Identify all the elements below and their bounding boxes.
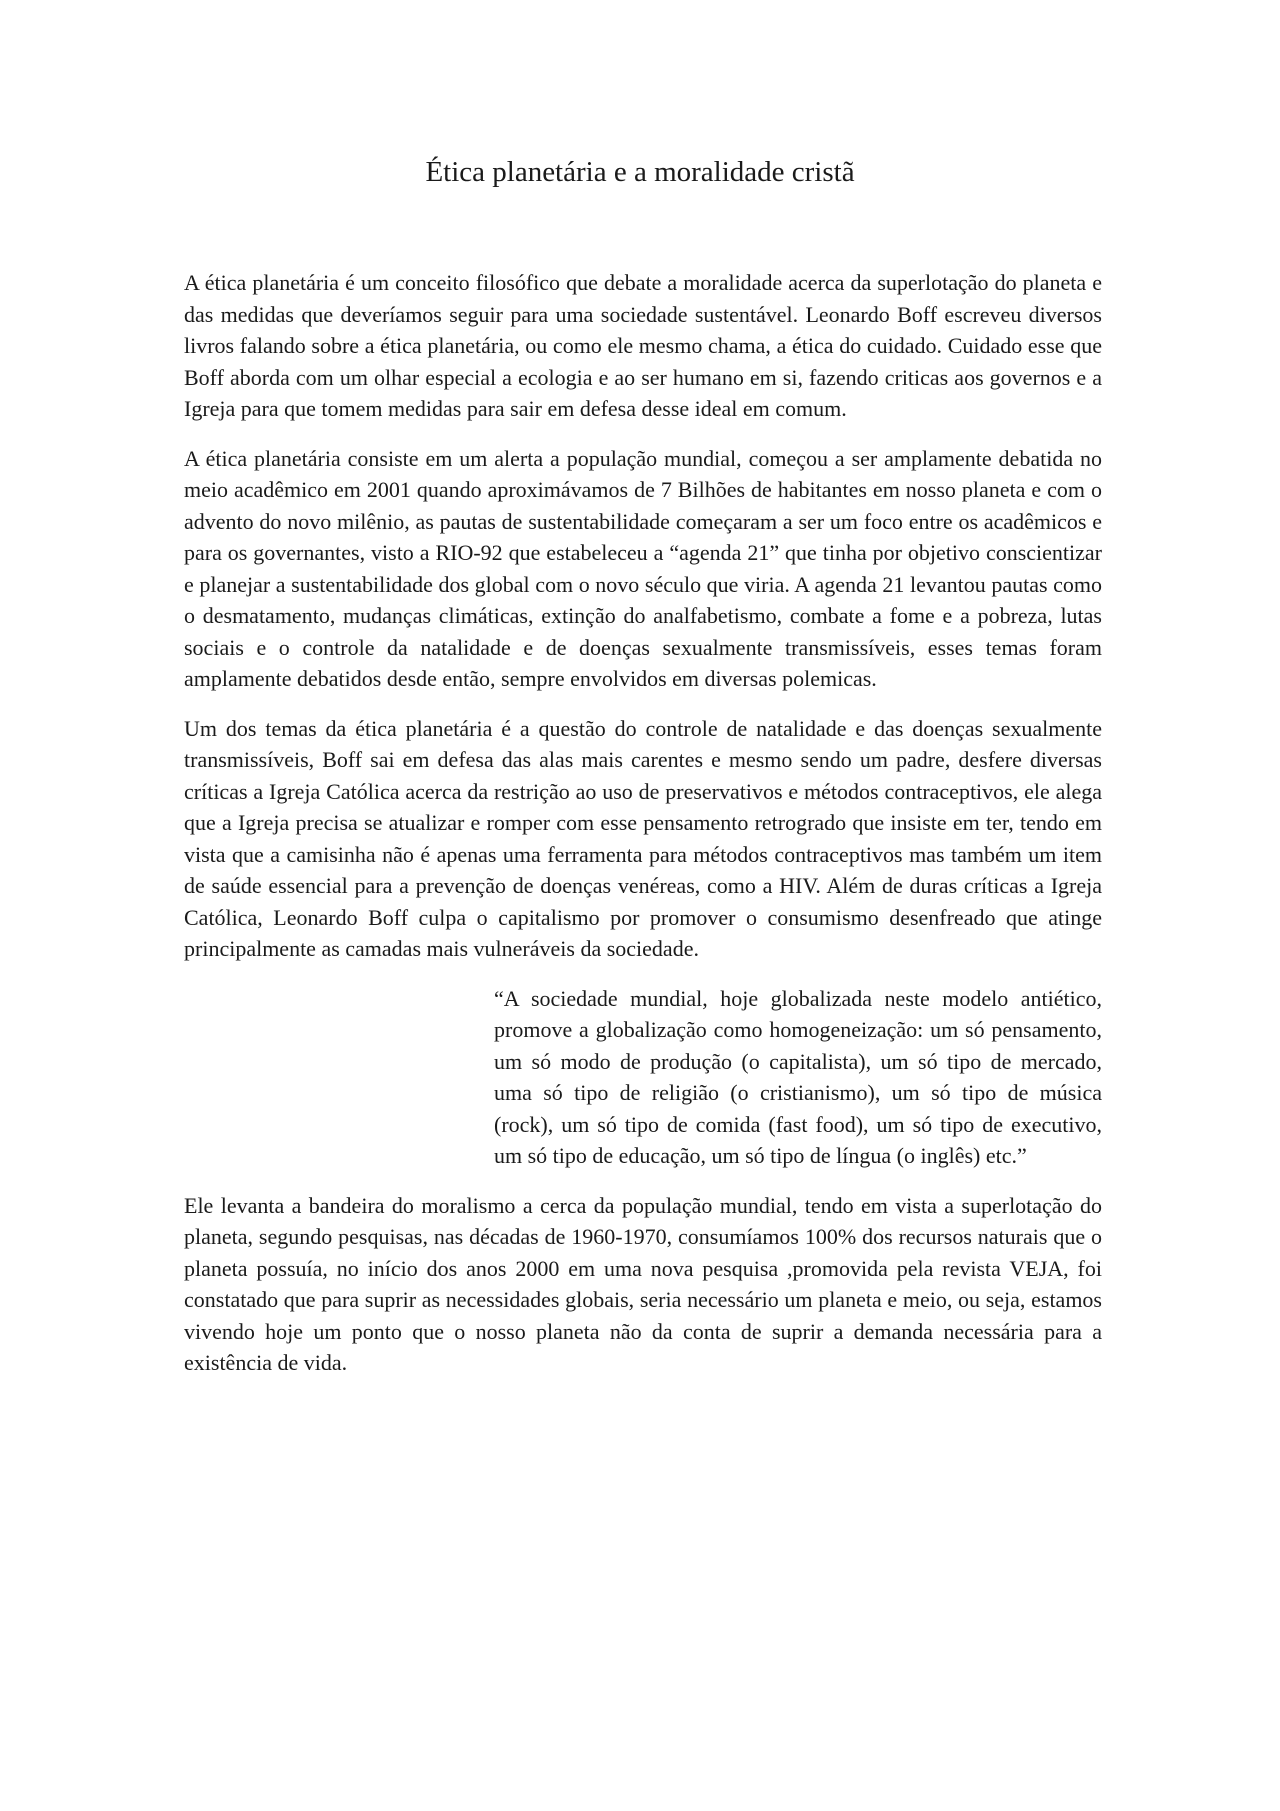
block-quote: “A sociedade mundial, hoje globalizada neste modelo antiético, promove a globalização como homogeneização: um só pensamento, um só modo de produção (o capitalista), um só tipo de mercado, uma só tipo de religião (o cristianismo), um só tipo de música (rock), um só tipo de comida (fast food), um só tipo de executivo, um só tipo de educação, um só tipo de língua (o inglês) etc.”: [494, 985, 1102, 1168]
paragraph-closing: Ele levanta a bandeira do moralismo a cerca da população mundial, tendo em vista a superlotação do planeta, segundo pesquisas, nas décadas de 1960-1970, consumíamos 100% dos recursos naturais que o planeta possuía, no início dos anos 2000 em uma nova pesquisa ,promovida pela revista VEJA, foi constatado que para suprir as necessidades globais, seria necessário um planeta e meio, ou seja, estamos vivendo hoje um ponto que o nosso planeta não da conta de suprir a demanda necessária para a existência de vida.: [184, 1192, 1102, 1375]
document-title: Ética planetária e a moralidade cristã: [425, 156, 855, 188]
paragraph-agenda-21: A ética planetária consiste em um alerta a população mundial, começou a ser amplamente debatida no meio acadêmico em 2001 quando aproximávamos de 7 Bilhões de habitantes em nosso planeta e com o advento do novo milênio, as pautas de sustentabilidade começaram a ser um foco entre os acadêmicos e para os governantes, visto a RIO-92 que estabeleceu a “agenda 21” que tinha por objetivo conscientizar e planejar a sustentabilidade dos global com o novo século que viria. A agenda 21 levantou pautas como o desmatamento, mudanças climáticas, extinção do analfabetismo, combate a fome e a pobreza, lutas sociais e o controle da natalidade e de doenças sexualmente transmissíveis, esses temas foram amplamente debatidos desde então, sempre envolvidos em diversas polemicas.: [184, 445, 1102, 691]
paragraph-birth-control: Um dos temas da ética planetária é a questão do controle de natalidade e das doenças sexualmente transmissíveis, Boff sai em defesa das alas mais carentes e mesmo sendo um padre, desfere diversas críticas a Igreja Católica acerca da restrição ao uso de preservativos e métodos contraceptivos, ele alega que a Igreja precisa se atualizar e romper com esse pensamento retrogrado que insiste em ter, tendo em vista que a camisinha não é apenas uma ferramenta para métodos contraceptivos mas também um item de saúde essencial para a prevenção de doenças venéreas, como a HIV. Além de duras críticas a Igreja Católica, Leonardo Boff culpa o capitalismo por promover o consumismo desenfreado que atinge principalmente as camadas mais vulneráveis da sociedade.: [184, 715, 1102, 961]
document-body: [184, 267, 1102, 1397]
paragraph-intro: A ética planetária é um conceito filosófico que debate a moralidade acerca da superlotação do planeta e das medidas que deveríamos seguir para uma sociedade sustentável. Leonardo Boff escreveu diversos livros falando sobre a ética planetária, ou como ele mesmo chama, a ética do cuidado. Cuidado esse que Boff aborda com um olhar especial a ecologia e ao ser humano em si, fazendo criticas aos governos e a Igreja para que tomem medidas para sair em defesa desse ideal em comum.: [184, 270, 1102, 421]
